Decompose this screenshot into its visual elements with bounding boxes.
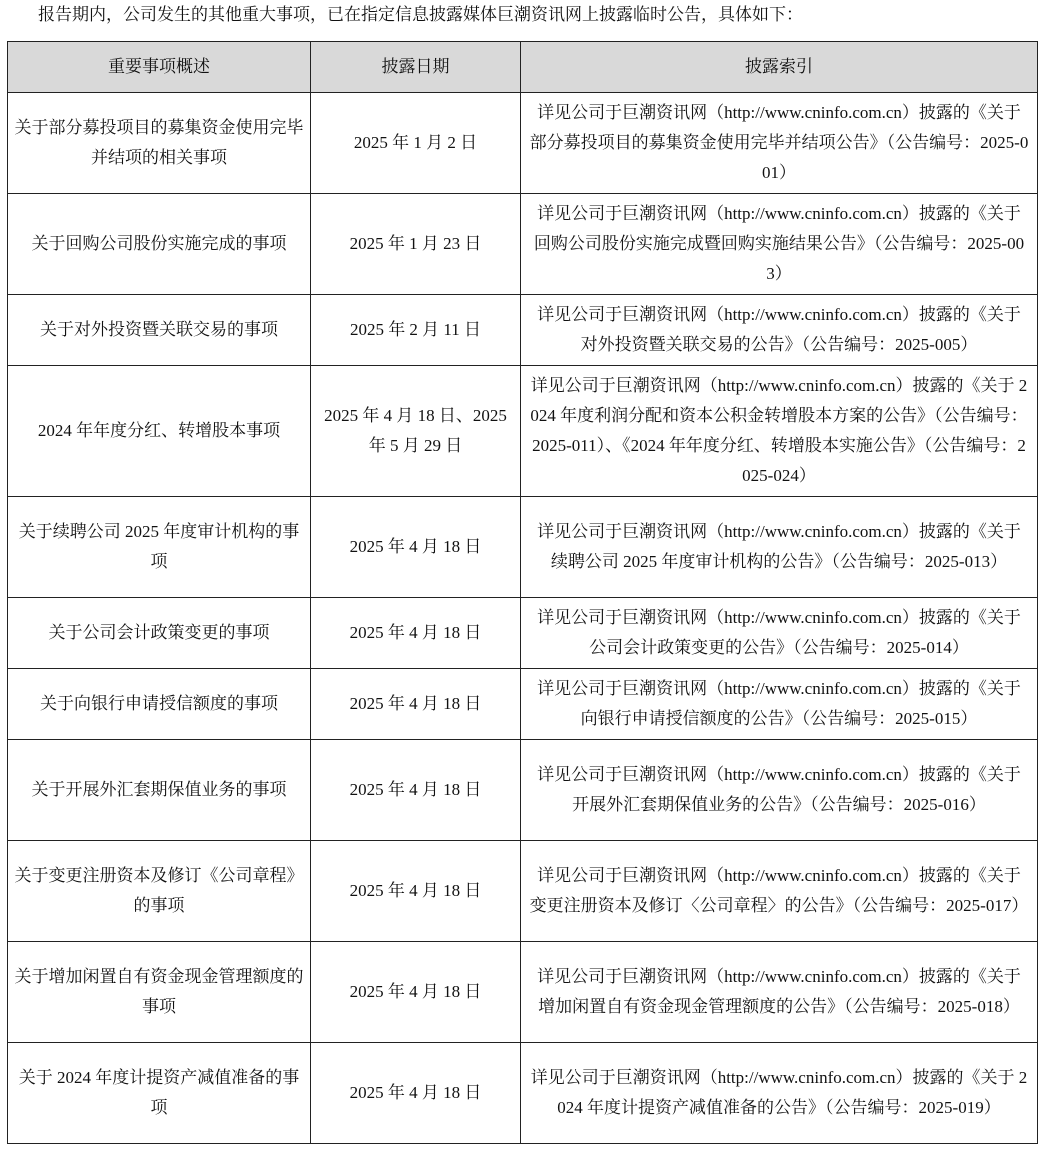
disclosure-index: 详见公司于巨潮资讯网（http://www.cninfo.com.cn）披露的《关于对外投资暨关联交易的公告》（公告编号：2025-005）: [521, 295, 1038, 366]
major-events-table: [7, 41, 1038, 1144]
disclosure-date: 2025 年 2 月 11 日: [311, 295, 521, 366]
event-summary: 关于 2024 年度计提资产减值准备的事项: [8, 1043, 311, 1144]
header-summary: 重要事项概述: [8, 42, 311, 93]
disclosure-index: 详见公司于巨潮资讯网（http://www.cninfo.com.cn）披露的《关于公司会计政策变更的公告》（公告编号：2025-014）: [521, 598, 1038, 669]
event-summary: 关于续聘公司 2025 年度审计机构的事项: [8, 497, 311, 598]
table-header-row: [8, 42, 1038, 93]
disclosure-index: 详见公司于巨潮资讯网（http://www.cninfo.com.cn）披露的《关于增加闲置自有资金现金管理额度的公告》（公告编号：2025-018）: [521, 942, 1038, 1043]
disclosure-index: 详见公司于巨潮资讯网（http://www.cninfo.com.cn）披露的《关于回购公司股份实施完成暨回购实施结果公告》（公告编号：2025-003）: [521, 194, 1038, 295]
event-summary: 2024 年年度分红、转增股本事项: [8, 366, 311, 497]
disclosure-index: 详见公司于巨潮资讯网（http://www.cninfo.com.cn）披露的《关于续聘公司 2025 年度审计机构的公告》（公告编号：2025-013）: [521, 497, 1038, 598]
disclosure-date: 2025 年 4 月 18 日: [311, 497, 521, 598]
event-summary: 关于回购公司股份实施完成的事项: [8, 194, 311, 295]
disclosure-date: 2025 年 4 月 18 日: [311, 841, 521, 942]
event-summary: 关于向银行申请授信额度的事项: [8, 669, 311, 740]
disclosure-index: 详见公司于巨潮资讯网（http://www.cninfo.com.cn）披露的《关于开展外汇套期保值业务的公告》（公告编号：2025-016）: [521, 740, 1038, 841]
event-summary: 关于开展外汇套期保值业务的事项: [8, 740, 311, 841]
table-row: [8, 942, 1038, 1043]
disclosure-index: 详见公司于巨潮资讯网（http://www.cninfo.com.cn）披露的《关于 2024 年度计提资产减值准备的公告》（公告编号：2025-019）: [521, 1043, 1038, 1144]
disclosure-date: 2025 年 1 月 2 日: [311, 93, 521, 194]
header-date: 披露日期: [311, 42, 521, 93]
intro-paragraph: 报告期内，公司发生的其他重大事项，已在指定信息披露媒体巨潮资讯网上披露临时公告，具体如下：: [38, 5, 803, 24]
table-row: [8, 669, 1038, 740]
disclosure-date: 2025 年 4 月 18 日: [311, 669, 521, 740]
table-row: [8, 194, 1038, 295]
disclosure-date: 2025 年 1 月 23 日: [311, 194, 521, 295]
disclosure-index: 详见公司于巨潮资讯网（http://www.cninfo.com.cn）披露的《关于部分募投项目的募集资金使用完毕并结项公告》（公告编号：2025-001）: [521, 93, 1038, 194]
event-summary: 关于部分募投项目的募集资金使用完毕并结项的相关事项: [8, 93, 311, 194]
table-row: [8, 295, 1038, 366]
disclosure-date: 2025 年 4 月 18 日: [311, 740, 521, 841]
disclosure-index: 详见公司于巨潮资讯网（http://www.cninfo.com.cn）披露的《关于 2024 年度利润分配和资本公积金转增股本方案的公告》（公告编号：2025-011）、《2024 年年度分红、转增股本实施公告》（公告编号：2025-024）: [521, 366, 1038, 497]
event-summary: 关于增加闲置自有资金现金管理额度的事项: [8, 942, 311, 1043]
table-row: [8, 93, 1038, 194]
event-summary: 关于公司会计政策变更的事项: [8, 598, 311, 669]
table-row: [8, 366, 1038, 497]
table-row: [8, 1043, 1038, 1144]
disclosure-date: 2025 年 4 月 18 日: [311, 598, 521, 669]
disclosure-index: 详见公司于巨潮资讯网（http://www.cninfo.com.cn）披露的《关于向银行申请授信额度的公告》（公告编号：2025-015）: [521, 669, 1038, 740]
table-row: [8, 841, 1038, 942]
disclosure-date: 2025 年 4 月 18 日、2025 年 5 月 29 日: [311, 366, 521, 497]
table-row: [8, 598, 1038, 669]
disclosure-date: 2025 年 4 月 18 日: [311, 1043, 521, 1144]
event-summary: 关于变更注册资本及修订《公司章程》的事项: [8, 841, 311, 942]
table-row: [8, 740, 1038, 841]
disclosure-date: 2025 年 4 月 18 日: [311, 942, 521, 1043]
header-index: 披露索引: [521, 42, 1038, 93]
table-row: [8, 497, 1038, 598]
disclosure-index: 详见公司于巨潮资讯网（http://www.cninfo.com.cn）披露的《关于变更注册资本及修订〈公司章程〉的公告》（公告编号：2025-017）: [521, 841, 1038, 942]
event-summary: 关于对外投资暨关联交易的事项: [8, 295, 311, 366]
